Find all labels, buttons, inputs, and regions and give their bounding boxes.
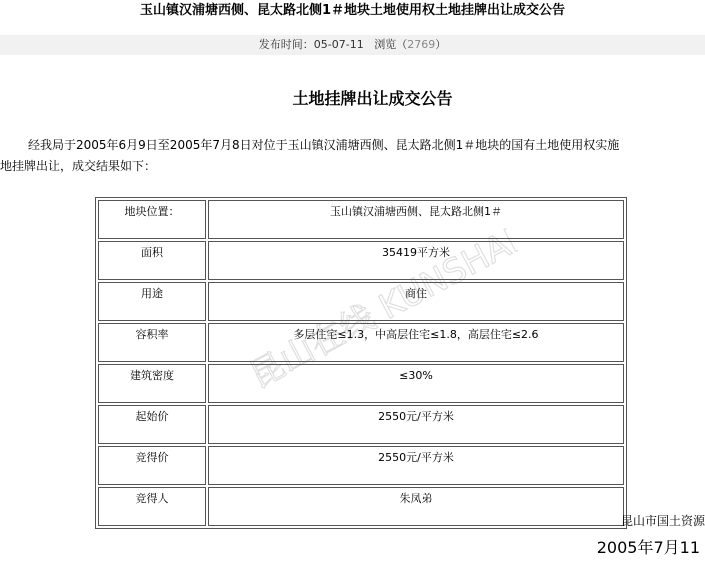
row-label: 竞得人 [98, 487, 206, 526]
row-label: 容积率 [98, 323, 206, 362]
result-table [95, 197, 627, 529]
row-label: 用途 [98, 282, 206, 321]
row-label: 面积 [98, 241, 206, 280]
publish-date: 05-07-11 [313, 38, 364, 51]
views-count: 2769 [407, 38, 436, 51]
row-label: 建筑密度 [98, 364, 206, 403]
table-row [98, 241, 624, 280]
table-row [98, 200, 624, 239]
row-value: 朱凤弟 [208, 487, 624, 526]
row-label: 地块位置： [98, 200, 206, 239]
intro-line-2: 地挂牌出让，成交结果如下： [0, 159, 157, 173]
row-value: 2550元/平方米 [208, 405, 624, 444]
table-row [98, 446, 624, 485]
issuing-organization: 昆山市国土资源 [620, 514, 705, 528]
views-label: 浏览 [374, 38, 397, 51]
row-value: 多层住宅≤1.3，中高层住宅≤1.8，高层住宅≤2.6 [208, 323, 624, 362]
row-value: 玉山镇汉浦塘西侧、昆太路北侧1＃ [208, 200, 624, 239]
row-label: 竞得价 [98, 446, 206, 485]
meta-bar: 发布时间：05-07-11 浏览（2769） [0, 35, 705, 55]
row-label: 起始价 [98, 405, 206, 444]
watermark-text: 昆山在线 KUNSHAN [243, 213, 527, 397]
table-row [98, 323, 624, 362]
table-row [98, 364, 624, 403]
article-intro [0, 135, 705, 177]
issue-date: 2005年7月11 [596, 538, 700, 557]
publish-label: 发布时间： [258, 38, 314, 51]
table-row [98, 282, 624, 321]
row-value: 2550元/平方米 [208, 446, 624, 485]
row-value: 35419平方米 [208, 241, 624, 280]
row-value: 商住 [208, 282, 624, 321]
intro-line-1: 经我局于2005年6月9日至2005年7月8日对位于玉山镇汉浦塘西侧、昆太路北侧1＃地块的国有土地使用权实施 [28, 138, 620, 152]
page-title: 玉山镇汉浦塘西侧、昆太路北侧1＃地块土地使用权土地挂牌出让成交公告 [139, 3, 566, 18]
article-title: 土地挂牌出让成交公告 [292, 89, 453, 108]
table-row [98, 405, 624, 444]
row-value: ≤30% [208, 364, 624, 403]
